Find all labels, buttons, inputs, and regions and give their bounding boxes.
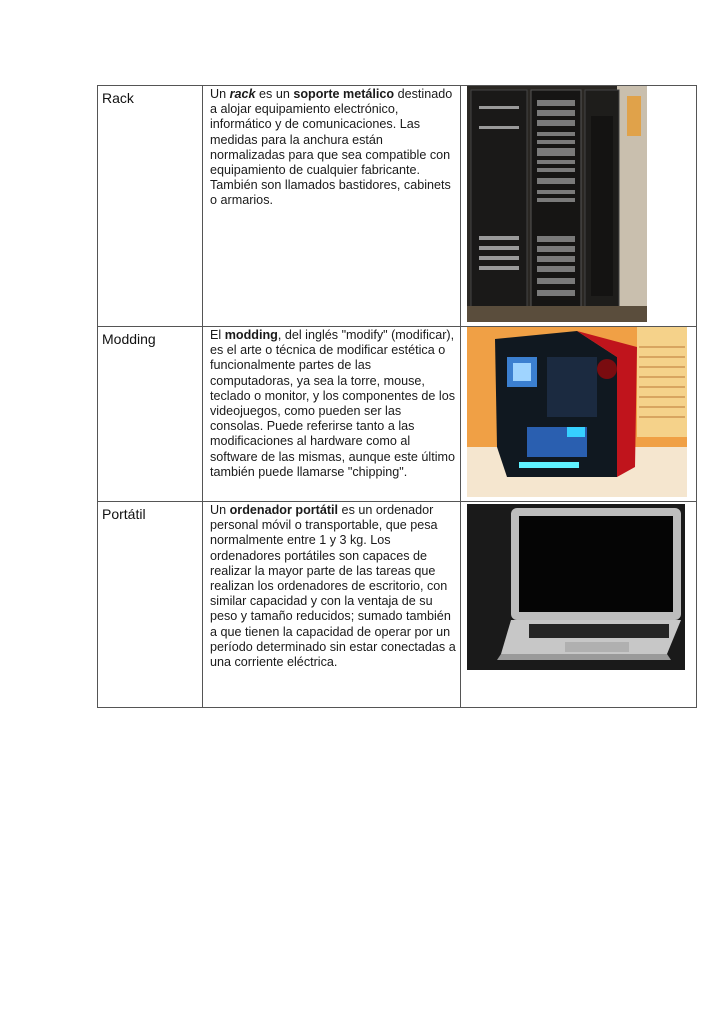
text-run: , del inglés "modify" (modificar), es el arte o técnica de modificar estética o funcionalmente partes de las computadoras, ya sea la torre, mouse, teclado o monitor, y los componentes de los videojuegos, como pueden ser las consolas. Puede referirse tanto a las modificaciones al hardware como al software de las mismas, aunque este último también puede llamarse "chipping".	[210, 328, 456, 479]
text-run-bold-italic: rack	[229, 87, 256, 101]
term-cell	[98, 327, 203, 502]
text-run: Un	[210, 503, 230, 517]
server-rack-photo	[467, 86, 647, 322]
text-run: es un	[255, 87, 294, 101]
term-label: Portátil	[102, 506, 146, 522]
modded-pc-case-photo	[467, 327, 687, 497]
text-run-bold: soporte metálico	[293, 87, 395, 101]
term-cell	[98, 86, 203, 327]
description-cell	[203, 502, 461, 708]
table-row	[98, 502, 697, 708]
description-text	[210, 503, 456, 670]
term-cell	[98, 502, 203, 708]
laptop-photo	[467, 504, 685, 670]
description-cell	[203, 86, 461, 327]
table-row	[98, 327, 697, 502]
text-run: El	[210, 328, 225, 342]
text-run: destinado a alojar equipamiento electrónico, informático y de comunicaciones. Las medidas para la anchura están normalizadas para que sea compatible con equipamiento de cualquier fabricante. También son llamados bastidores, cabinets o armarios.	[210, 87, 453, 208]
description-cell	[203, 327, 461, 502]
description-text	[210, 87, 456, 209]
definitions-table	[97, 85, 697, 708]
image-cell	[461, 86, 697, 327]
description-text	[210, 328, 456, 480]
table-row	[98, 86, 697, 327]
image-cell	[461, 502, 697, 708]
text-run-bold: ordenador portátil	[229, 503, 339, 517]
text-run: Un	[210, 87, 230, 101]
image-cell	[461, 327, 697, 502]
text-run-bold: modding	[224, 328, 278, 342]
text-run: es un ordenador personal móvil o transportable, que pesa normalmente entre 1 y 3 kg. Los ordenadores portátiles son capaces de realizar la mayor parte de las tareas que realizan los ordenadores de escritorio, con similar capacidad y con la ventaja de su peso y tamaño reducidos; sumado también a que tienen la capacidad de operar por un período determinado sin estar conectadas a una corriente eléctrica.	[210, 503, 456, 670]
term-label: Modding	[102, 331, 156, 347]
term-label: Rack	[102, 90, 134, 106]
